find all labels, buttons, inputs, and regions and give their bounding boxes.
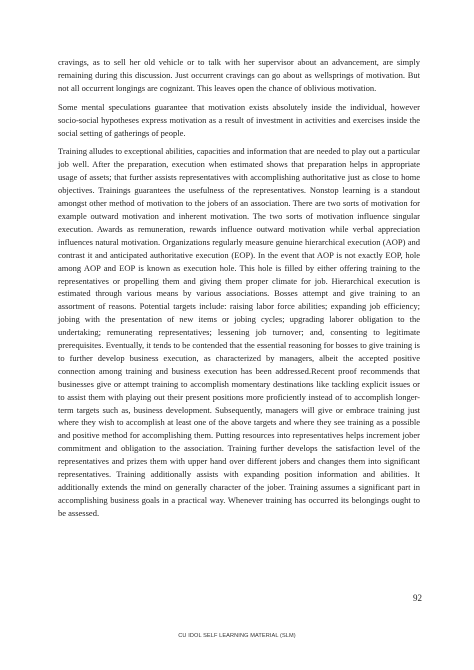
page-footer: CU IDOL SELF LEARNING MATERIAL (SLM) — [178, 633, 296, 639]
paragraph-1: cravings, as to sell her old vehicle or to talk with her supervisor about an advancement, are simply remaining during this discussion. Just occurrent cravings can go about as wellsprings of motivation. But not all occurrent longings are cognizant. This leaves open the chance of oblivious motivation. — [58, 57, 420, 93]
page-number: 92 — [413, 593, 422, 603]
body-text — [58, 56, 420, 526]
paragraph-3: Training alludes to exceptional abilities, capacities and information that are needed to play out a particular job well. After the preparation, execution when estimated shows that preparation helps in appropriate usage of assets; that further assists representatives with accomplishing authoritative just as close to home objectives. Trainings guarantees the usefulness of the representatives. Nonstop learning is a standout amongst other method of motivation to the jobers of an association. There are two sorts of motivation for example outward motivation and inherent motivation. The two sorts of motivation influence singular execution. Awards as remuneration, rewards influence outward motivation while verbal appreciation influences natural motivation. Organizations regularly measure genuine hierarchical execution (AOP) and contrast it and anticipated authoritative execution (EOP). In the event that AOP is not exactly EOP, hole among AOP and EOP is known as execution hole. This hole is filled by either offering training to the representatives or propelling them and giving them proper climate for job. Hierarchical execution is estimated through various means by various associations. Bosses attempt and give training to an assortment of reasons. Potential targets include: raising labor force abilities; expanding job efficiency; jobing with the presentation of new items or jobing cycles; upgrading laborer obligation to the undertaking; remunerating representatives; lessening job turnover; and, consenting to legitimate prerequisites. Eventually, it tends to be contended that the essential reasoning for bosses to give training is to further develop business execution, as characterized by managers, albeit the accepted positive connection among training and business execution has been addressed.Recent proof recommends that businesses give or attempt training to accomplish momentary destinations like tackling explicit issues or to assist them with playing out their present positions more proficiently instead of to accomplish longer-term targets such as, business development. Subsequently, managers will give or embrace training just where they wish to accomplish at least one of the above targets and where they see training as a possible and positive method for accomplishing them. Putting resources into representatives helps increment jober commitment and obligation to the association. Training further develops the satisfaction level of the representatives and prizes them with upper hand over different jobers and changes them into significant representatives. Training additionally assists with expanding position information and abilities. It additionally extends the mind on generally character of the jober. Training assumes a significant part in accomplishing business goals in a practical way. Whenever training has occurred its belongings ought to be assessed. — [58, 146, 420, 518]
paragraph-2: Some mental speculations guarantee that motivation exists absolutely inside the individual, however socio-social hypotheses express motivation as a result of investment in activities and exercises inside the social setting of gatherings of people. — [58, 101, 420, 138]
